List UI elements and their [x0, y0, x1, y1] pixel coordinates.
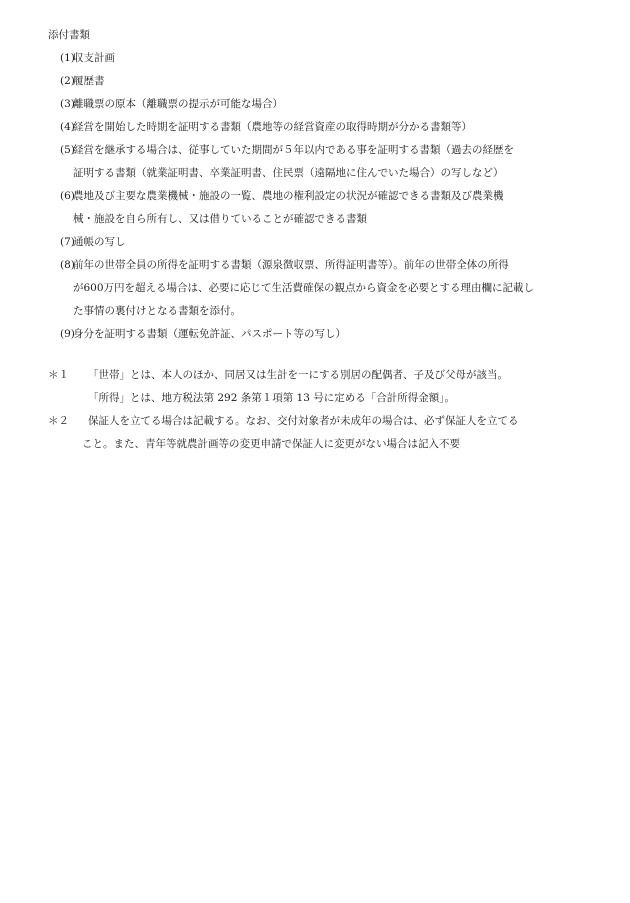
- list-item: [0, 185, 630, 231]
- item-text: 履歴書: [73, 75, 105, 87]
- item-text-continued: た事情の裏付けとなる書類を添付。: [73, 305, 241, 317]
- item-number: (8): [60, 259, 75, 271]
- list-item: [0, 139, 630, 185]
- list-item: [0, 70, 630, 93]
- list-item: [0, 323, 630, 346]
- item-number: (4): [60, 121, 75, 133]
- item-text: 経営を継承する場合は、従事していた期間が５年以内である事を証明する書類（過去の経歴を: [73, 144, 514, 156]
- footnote-text: こと。また、青年等就農計画等の変更申請で保証人に変更がない場合は記入不要: [82, 438, 460, 450]
- footnote-text: 「世帯」とは、本人のほか、同居又は生計を一にする別居の配偶者、子及び父母が該当。: [88, 369, 508, 381]
- footnote-text: 「所得」とは、地方税法第 292 条第１項第 13 号に定める「合計所得金額」。: [88, 392, 456, 404]
- section-heading: 添付書類: [48, 29, 90, 41]
- item-text: 収支計画: [73, 52, 115, 64]
- item-number: (5): [60, 144, 75, 156]
- footnotes: [0, 364, 630, 456]
- list-item: [0, 47, 630, 70]
- item-text: 通帳の写し: [73, 236, 126, 248]
- footnote: [0, 364, 630, 410]
- item-number: (2): [60, 75, 75, 87]
- item-text: 離職票の原本（離職票の提示が可能な場合）: [73, 98, 283, 110]
- item-number: (7): [60, 236, 75, 248]
- item-text: 農地及び主要な農業機械・施設の一覧、農地の権利設定の状況が確認できる書類及び農業機: [73, 190, 504, 202]
- item-text: 身分を証明する書類（運転免許証、パスポート等の写し）: [73, 328, 346, 340]
- list-item: [0, 93, 630, 116]
- item-number: (1): [60, 52, 75, 64]
- item-text-continued: が600万円を超える場合は、必要に応じて生活費確保の観点から資金を必要とする理由欄に記載し: [73, 282, 535, 294]
- item-text: 前年の世帯全員の所得を証明する書類（源泉徴収票、所得証明書等）。前年の世帯全体の所得: [73, 259, 509, 271]
- item-text-continued: 械・施設を自ら所有し、又は借りていることが確認できる書類: [73, 213, 367, 225]
- list-item: [0, 116, 630, 139]
- footnote-mark: ＊１: [48, 369, 69, 381]
- footnote-mark: ＊２: [48, 415, 69, 427]
- item-number: (6): [60, 190, 75, 202]
- item-number: (3): [60, 98, 75, 110]
- attachment-list: [0, 47, 630, 346]
- footnote: [0, 410, 630, 456]
- list-item: [0, 231, 630, 254]
- item-text-continued: 証明する書類（就業証明書、卒業証明書、住民票（遠隔地に住んでいた場合）の写しなど）: [73, 167, 504, 179]
- footnote-text: 保証人を立てる場合は記載する。なお、交付対象者が未成年の場合は、必ず保証人を立てる: [88, 415, 519, 427]
- item-text: 経営を開始した時期を証明する書類（農地等の経営資産の取得時期が分かる書類等）: [73, 121, 472, 133]
- list-item: [0, 254, 630, 323]
- item-number: (9): [60, 328, 75, 340]
